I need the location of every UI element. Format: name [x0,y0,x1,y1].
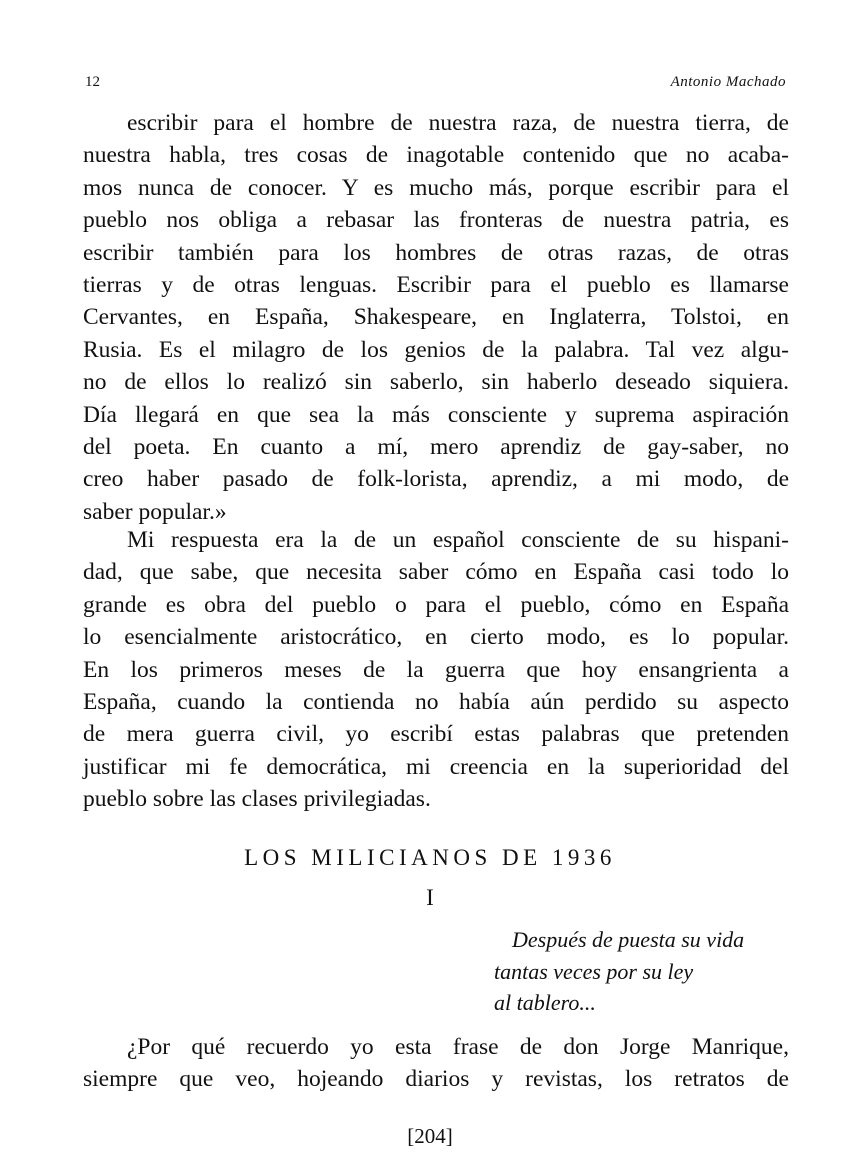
text-line: pueblo sobre las clases privilegiadas. [83,786,431,813]
text-line: mos nunca de conocer. Y es mucho más, porque escribir para el [83,174,789,201]
page-number: 12 [85,74,100,90]
text-line: dad, que sabe, que necesita saber cómo en España casi todo lo [83,559,789,586]
text-line: siempre que veo, hojeando diarios y revistas, los retratos de [83,1066,789,1093]
text-line: no de ellos lo realizó sin saberlo, sin haberlo deseado siquiera. [83,369,789,396]
text-line: creo haber pasado de folk-lorista, aprendiz, a mi modo, de [83,466,789,493]
text-line: de mera guerra civil, yo escribí estas palabras que pretenden [83,721,789,748]
folio: [204] [407,1124,453,1148]
text-line: grande es obra del pueblo o para el pueblo, cómo en España [83,591,789,618]
text-line: escribir para el hombre de nuestra raza, de nuestra tierra, de [127,110,789,136]
text-line: ¿Por qué recuerdo yo esta frase de don Jorge Manrique, [127,1034,789,1060]
text-line: escribir también para los hombres de otras razas, de otras [83,239,789,266]
text-line: tierras y de otras lenguas. Escribir para el pueblo es llamarse [83,272,789,298]
section-title: LOS MILICIANOS DE 1936 [244,845,616,870]
text-line: saber popular.» [83,498,227,525]
text-line: En los primeros meses de la guerra que hoy ensangrienta a [83,656,789,683]
epigraph-line: tantas veces por su ley [494,959,694,984]
running-title: Antonio Machado [670,74,786,90]
text-line: España, cuando la contienda no había aún perdido su aspecto [83,689,789,715]
text-line: pueblo nos obliga a rebasar las fronteras de nuestra patria, es [83,207,789,234]
text-line: nuestra habla, tres cosas de inagotable contenido que no acaba- [83,142,789,169]
text-line: lo esencialmente aristocrático, en cierto modo, es lo popular. [83,624,789,651]
epigraph-line: al tablero... [494,990,596,1015]
text-line: del poeta. En cuanto a mí, mero aprendiz de gay-saber, no [83,434,789,460]
text-line: Cervantes, en España, Shakespeare, en Inglaterra, Tolstoi, en [83,304,789,331]
epigraph-line: Después de puesta su vida [512,927,745,952]
text-line: justificar mi fe democrática, mi creencia en la superioridad del [83,753,789,780]
text-line: Mi respuesta era la de un español consciente de su hispani- [127,527,789,553]
text-line: Rusia. Es el milagro de los genios de la palabra. Tal vez algu- [83,336,789,363]
section-number: I [426,885,434,910]
text-line: Día llegará en que sea la más consciente y suprema aspiración [83,401,789,428]
